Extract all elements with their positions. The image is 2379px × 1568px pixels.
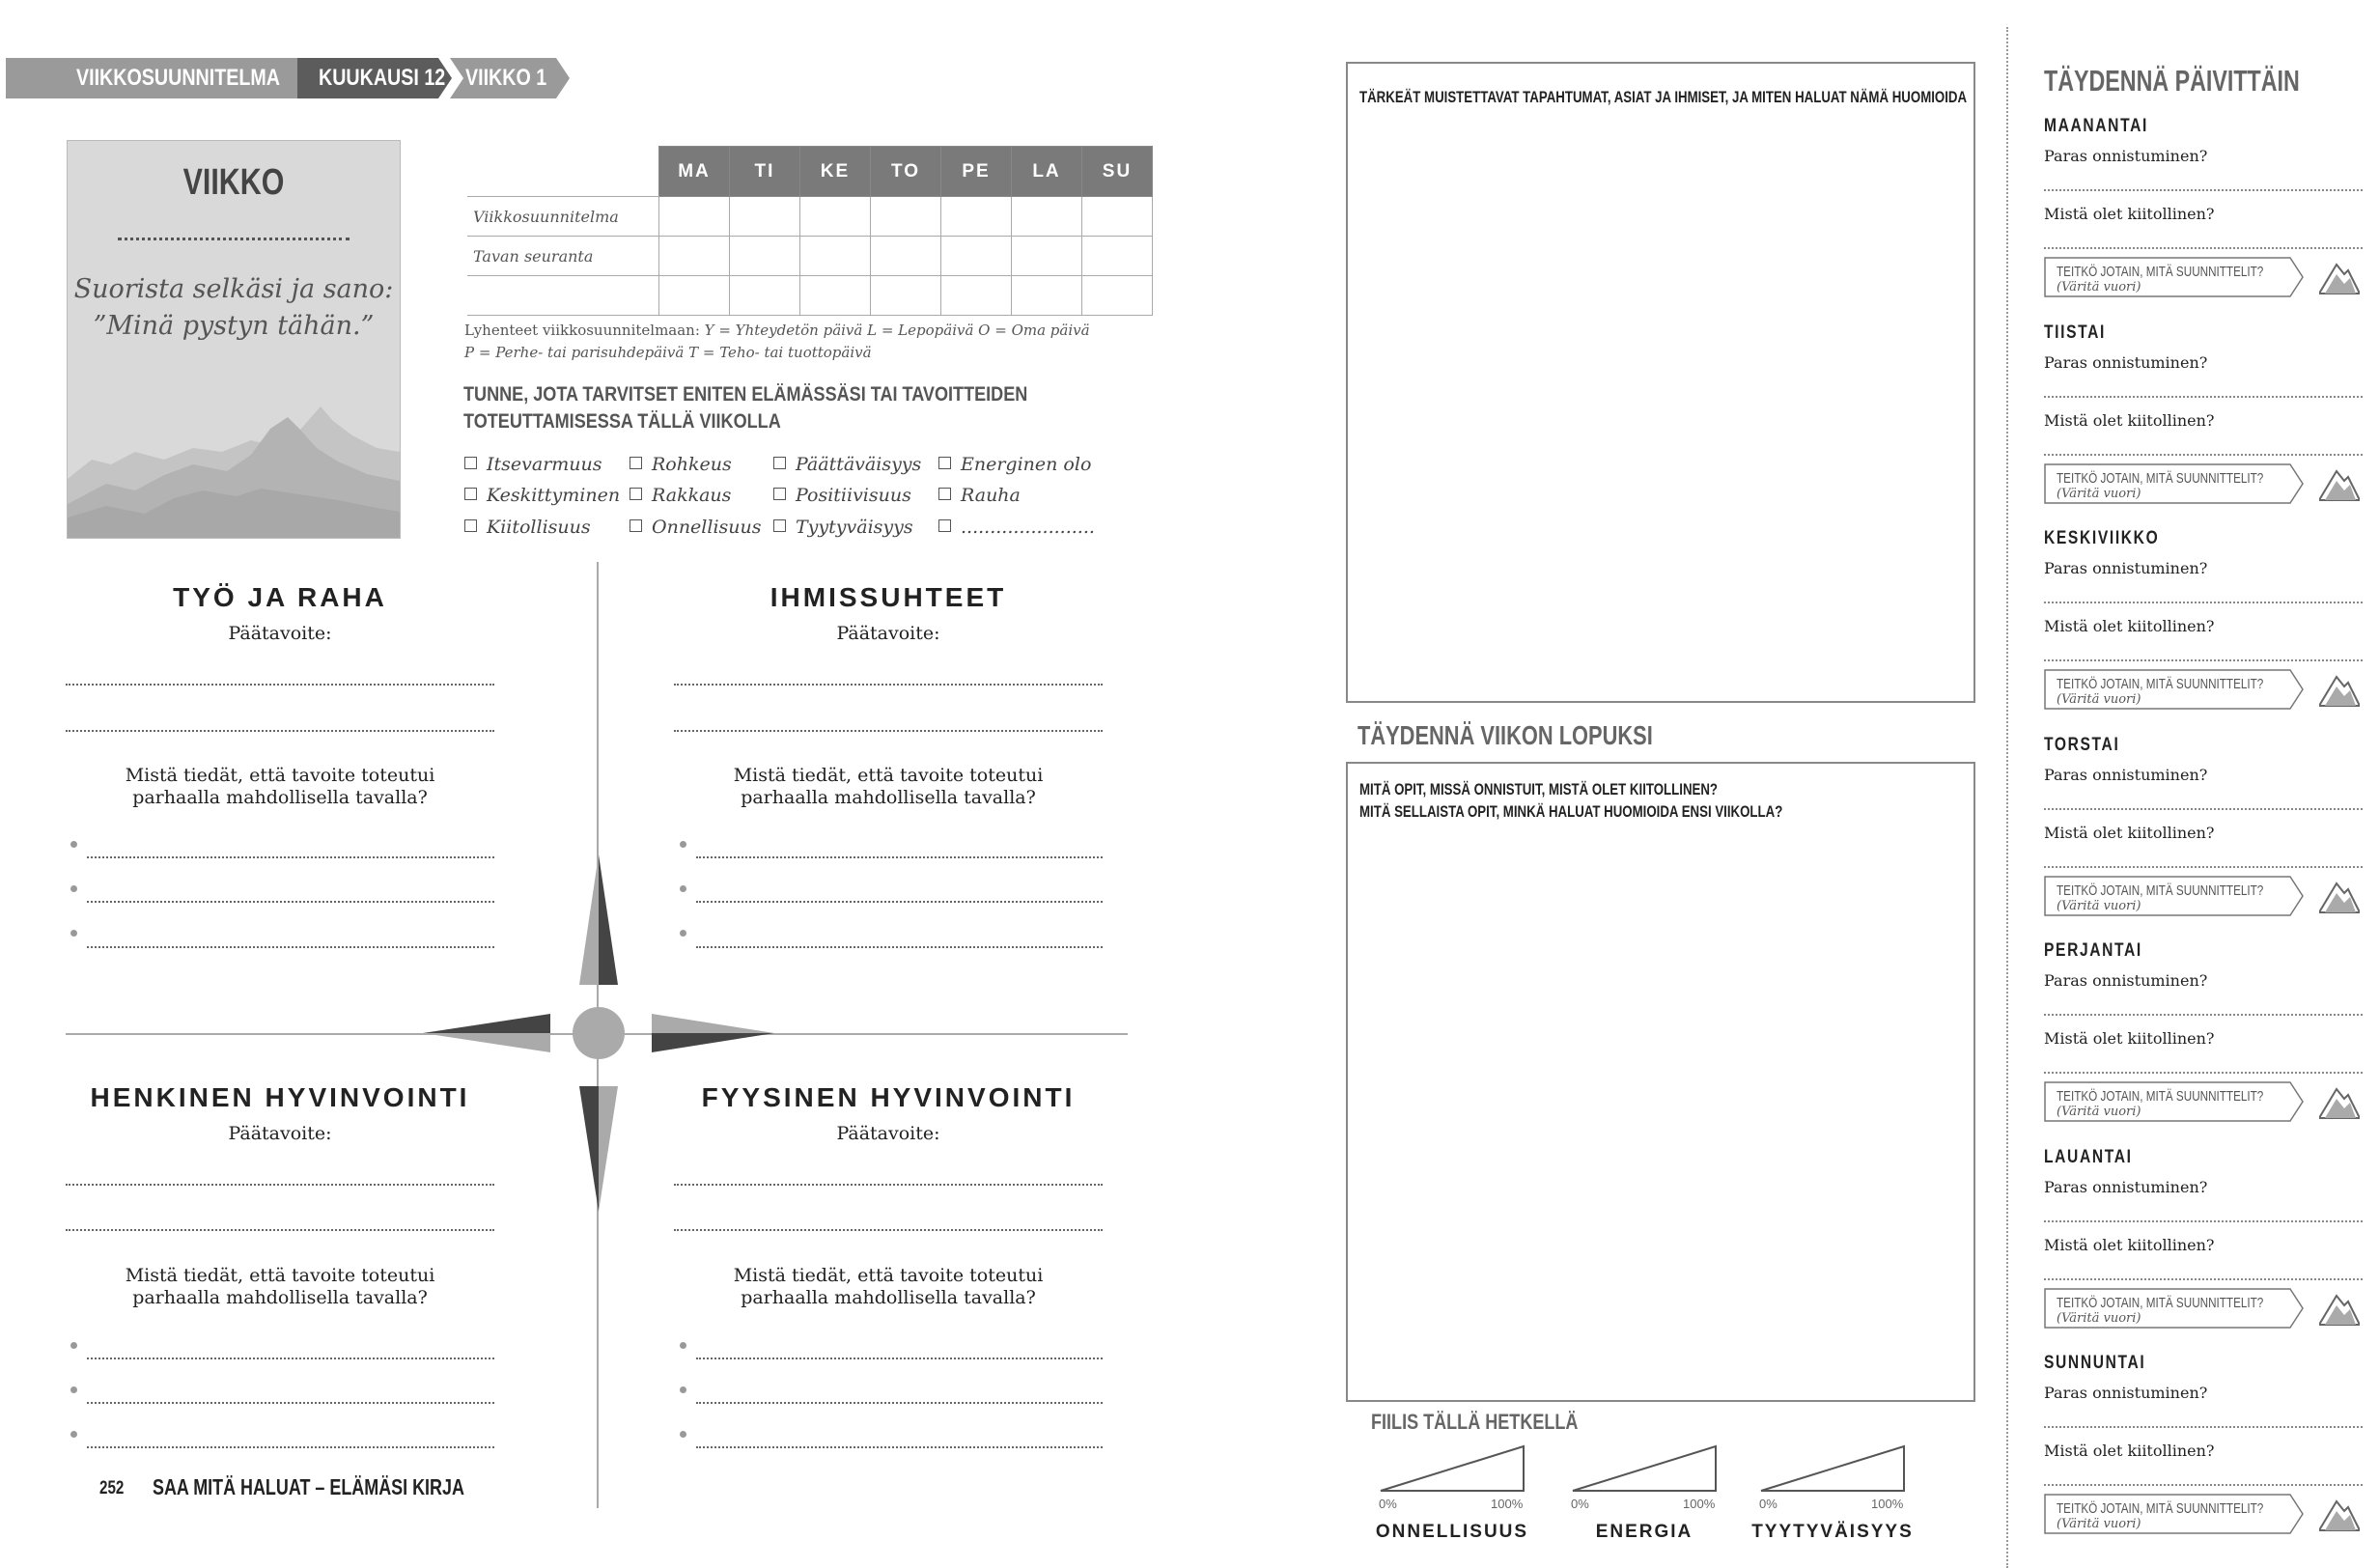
answer-input-line[interactable] xyxy=(87,1402,494,1404)
mood-heading: FIILIS TÄLLÄ HETKELLÄ xyxy=(1371,1410,1579,1434)
best-achievement-input-line[interactable] xyxy=(2044,602,2363,603)
checkbox-icon[interactable] xyxy=(773,457,786,469)
goal-input-line[interactable] xyxy=(66,684,494,686)
bullet-icon xyxy=(680,841,686,848)
checkbox-icon[interactable] xyxy=(630,457,642,469)
answer-input-line[interactable] xyxy=(696,1402,1103,1404)
gauge-label-happiness: ONNELLISUUS xyxy=(1375,1522,1529,1542)
day-heading: MAANANTAI xyxy=(2044,116,2148,136)
bullet-icon xyxy=(680,1386,686,1393)
abbreviation-line2: P = Perhe- tai parisuhdepäivä T = Teho- tai tuottopäivä xyxy=(464,344,872,361)
mountain-icon[interactable] xyxy=(2319,1292,2360,1327)
bullet-icon xyxy=(680,930,686,937)
mountain-icon[interactable] xyxy=(2319,261,2360,295)
day-header-la: LA xyxy=(1012,147,1082,197)
table-cell[interactable] xyxy=(659,197,730,237)
section-question: Mistä tiedät, että tavoite toteutui parhaalla mahdollisella tavalla? xyxy=(733,765,1044,808)
abbreviation-prefix: Lyhenteet viikkosuunnitelmaan: xyxy=(464,322,705,339)
day-heading: TIISTAI xyxy=(2044,322,2106,343)
table-cell[interactable] xyxy=(659,276,730,316)
best-achievement-question: Paras onnistuminen? xyxy=(2044,971,2208,990)
gratitude-input-line[interactable] xyxy=(2044,1278,2363,1280)
best-achievement-input-line[interactable] xyxy=(2044,1220,2363,1222)
bullet-icon xyxy=(70,841,77,848)
table-cell[interactable] xyxy=(871,237,941,276)
table-cell[interactable] xyxy=(730,197,800,237)
section-goal-label: Päätavoite: xyxy=(836,1123,940,1144)
feeling-heading-line2: TOTEUTTAMISESSA TÄLLÄ VIIKOLLA xyxy=(463,410,781,433)
header-banner xyxy=(6,58,566,98)
answer-input-line[interactable] xyxy=(87,901,494,903)
week-tracker-table xyxy=(467,146,1153,316)
best-achievement-input-line[interactable] xyxy=(2044,396,2363,398)
checkbox-icon[interactable] xyxy=(464,519,477,532)
feeling-option[interactable]: Energinen olo xyxy=(938,454,1091,475)
answer-input-line[interactable] xyxy=(87,1446,494,1448)
gratitude-question: Mistä olet kiitollinen? xyxy=(2044,1029,2215,1048)
feeling-option[interactable]: Rauha xyxy=(938,485,1021,506)
checkbox-icon[interactable] xyxy=(464,488,477,500)
did-plan-text: TEITKÖ JOTAIN, MITÄ SUUNNITTELIT? (Väritä vuori) xyxy=(2057,264,2264,294)
gratitude-input-line[interactable] xyxy=(2044,659,2363,661)
gratitude-question: Mistä olet kiitollinen? xyxy=(2044,1442,2215,1460)
weekend-reflection-box[interactable] xyxy=(1346,762,1975,1402)
answer-input-line[interactable] xyxy=(696,856,1103,858)
section-title-mental-wellbeing: HENKINEN HYVINVOINTI xyxy=(90,1082,470,1112)
day-header-ma: MA xyxy=(659,147,730,197)
checkbox-icon[interactable] xyxy=(630,488,642,500)
mood-gauge-satisfaction[interactable] xyxy=(1759,1444,1906,1493)
gratitude-input-line[interactable] xyxy=(2044,866,2363,868)
weekend-prompt: MITÄ OPIT, MISSÄ ONNISTUIT, MISTÄ OLET KIITOLLINEN? MITÄ SELLAISTA OPIT, MINKÄ HALUAT HUOMIOIDA ENSI VIIKOLLA? xyxy=(1359,780,1783,821)
checkbox-icon[interactable] xyxy=(630,519,642,532)
week-quote-line1: Suorista selkäsi ja sano: xyxy=(73,274,394,304)
table-row xyxy=(467,237,1153,276)
page-number: 252 xyxy=(99,1478,125,1498)
header-month-label: KUUKAUSI 12 xyxy=(319,65,446,91)
section-title-physical-wellbeing: FYYSINEN HYVINVOINTI xyxy=(701,1082,1076,1112)
gauge-min-label: 0% xyxy=(1571,1497,1589,1511)
week-motto-box xyxy=(67,140,401,539)
goal-input-line[interactable] xyxy=(66,1229,494,1231)
section-question: Mistä tiedät, että tavoite toteutui parhaalla mahdollisella tavalla? xyxy=(733,1265,1044,1308)
feeling-option[interactable]: Positiivisuus xyxy=(773,485,911,506)
table-cell[interactable] xyxy=(800,237,871,276)
checkbox-icon[interactable] xyxy=(773,488,786,500)
goal-input-line[interactable] xyxy=(674,1184,1103,1186)
important-notes-label: TÄRKEÄT MUISTETTAVAT TAPAHTUMAT, ASIAT JA IHMISET, JA MITEN HALUAT NÄMÄ HUOMIOIDA xyxy=(1359,88,1968,106)
answer-input-line[interactable] xyxy=(87,946,494,948)
compass-icon xyxy=(406,840,792,1226)
feeling-option[interactable]: Itsevarmuus xyxy=(464,454,602,475)
table-cell[interactable] xyxy=(871,197,941,237)
best-achievement-question: Paras onnistuminen? xyxy=(2044,1384,2208,1402)
bullet-icon xyxy=(680,1342,686,1349)
week-table-header-row xyxy=(467,147,1153,197)
day-heading: LAUANTAI xyxy=(2044,1146,2133,1167)
gauge-max-label: 100% xyxy=(1871,1497,1904,1511)
important-notes-box[interactable] xyxy=(1346,62,1975,703)
best-achievement-question: Paras onnistuminen? xyxy=(2044,147,2208,165)
abbreviation-legend xyxy=(464,320,1090,364)
table-row xyxy=(467,276,1153,316)
section-goal-label: Päätavoite: xyxy=(228,1123,332,1144)
day-header-ti: TI xyxy=(730,147,800,197)
gratitude-input-line[interactable] xyxy=(2044,1072,2363,1074)
did-plan-text: TEITKÖ JOTAIN, MITÄ SUUNNITTELIT? (Väritä vuori) xyxy=(2057,469,2264,501)
goal-input-line[interactable] xyxy=(674,1229,1103,1231)
mountain-icon[interactable] xyxy=(2319,467,2360,502)
day-header-to: TO xyxy=(871,147,941,197)
gauge-max-label: 100% xyxy=(1491,1497,1524,1511)
did-plan-text: TEITKÖ JOTAIN, MITÄ SUUNNITTELIT? (Väritä vuori) xyxy=(2057,1088,2264,1119)
did-plan-text: TEITKÖ JOTAIN, MITÄ SUUNNITTELIT? (Väritä vuori) xyxy=(2057,882,2264,913)
feeling-option[interactable]: Tyytyväisyys xyxy=(773,517,913,538)
feeling-option[interactable]: Rohkeus xyxy=(630,454,732,475)
goal-input-line[interactable] xyxy=(66,730,494,732)
answer-input-line[interactable] xyxy=(696,946,1103,948)
row-label-habit: Tavan seuranta xyxy=(467,237,659,276)
answer-input-line[interactable] xyxy=(696,1446,1103,1448)
table-cell[interactable] xyxy=(1012,276,1082,316)
mood-gauge-energy[interactable] xyxy=(1571,1444,1718,1493)
answer-input-line[interactable] xyxy=(696,901,1103,903)
mountain-icon[interactable] xyxy=(2319,673,2360,708)
bullet-icon xyxy=(70,885,77,892)
checkbox-icon[interactable] xyxy=(464,457,477,469)
mountain-icon[interactable] xyxy=(2319,1498,2360,1532)
goal-input-line[interactable] xyxy=(674,730,1103,732)
gauge-min-label: 0% xyxy=(1379,1497,1397,1511)
mountain-icon[interactable] xyxy=(2319,880,2360,914)
bullet-icon xyxy=(70,1386,77,1393)
table-cell[interactable] xyxy=(1082,276,1153,316)
bullet-icon xyxy=(70,1431,77,1438)
day-heading: SUNNUNTAI xyxy=(2044,1353,2146,1373)
feeling-option[interactable]: Päättäväisyys xyxy=(773,454,921,475)
day-header-pe: PE xyxy=(941,147,1012,197)
bullet-icon xyxy=(70,1342,77,1349)
gauge-min-label: 0% xyxy=(1759,1497,1777,1511)
best-achievement-question: Paras onnistuminen? xyxy=(2044,559,2208,577)
book-title: SAA MITÄ HALUAT – ELÄMÄSI KIRJA xyxy=(153,1474,464,1499)
gratitude-question: Mistä olet kiitollinen? xyxy=(2044,617,2215,635)
best-achievement-input-line[interactable] xyxy=(2044,1426,2363,1428)
answer-input-line[interactable] xyxy=(87,856,494,858)
did-plan-text: TEITKÖ JOTAIN, MITÄ SUUNNITTELIT? (Väritä vuori) xyxy=(2057,1500,2264,1531)
section-goal-label: Päätavoite: xyxy=(836,623,940,644)
table-cell[interactable] xyxy=(941,197,1012,237)
feeling-option[interactable]: Keskittyminen xyxy=(464,485,620,506)
checkbox-icon[interactable] xyxy=(938,457,951,469)
section-title-work-money: TYÖ JA RAHA xyxy=(173,582,387,612)
column-divider xyxy=(2006,27,2008,1568)
feeling-heading-line1: TUNNE, JOTA TARVITSET ENITEN ELÄMÄSSÄSI TAI TAVOITTEIDEN xyxy=(463,383,1028,406)
did-plan-text: TEITKÖ JOTAIN, MITÄ SUUNNITTELIT? (Väritä vuori) xyxy=(2057,676,2264,707)
checkbox-icon[interactable] xyxy=(938,519,951,532)
section-question: Mistä tiedät, että tavoite toteutui parhaalla mahdollisella tavalla? xyxy=(125,765,435,808)
section-goal-label: Päätavoite: xyxy=(228,623,332,644)
gauge-max-label: 100% xyxy=(1683,1497,1716,1511)
weekend-heading: TÄYDENNÄ VIIKON LOPUKSI xyxy=(1357,720,1653,750)
table-cell[interactable] xyxy=(659,237,730,276)
answer-input-line[interactable] xyxy=(87,1358,494,1359)
gauge-label-satisfaction: TYYTYVÄISYYS xyxy=(1751,1522,1914,1542)
table-cell[interactable] xyxy=(1012,237,1082,276)
table-cell[interactable] xyxy=(800,197,871,237)
feeling-option[interactable]: Onnellisuus xyxy=(630,517,762,538)
table-cell[interactable] xyxy=(730,237,800,276)
gratitude-question: Mistä olet kiitollinen? xyxy=(2044,410,2215,430)
bullet-icon xyxy=(680,885,686,892)
day-heading: KESKIVIIKKO xyxy=(2044,528,2160,548)
mountains-illustration xyxy=(68,141,400,538)
week-box-title: VIIKKO xyxy=(182,162,285,203)
best-achievement-question: Paras onnistuminen? xyxy=(2044,765,2208,784)
gratitude-input-line[interactable] xyxy=(2044,247,2363,249)
section-question: Mistä tiedät, että tavoite toteutui parhaalla mahdollisella tavalla? xyxy=(125,1265,435,1308)
checkbox-icon[interactable] xyxy=(773,519,786,532)
week-quote-line2: ”Minä pystyn tähän.” xyxy=(93,311,375,341)
header-plan-label: VIIKKOSUUNNITELMA xyxy=(76,65,281,91)
bullet-icon xyxy=(680,1431,686,1438)
bullet-icon xyxy=(70,930,77,937)
gratitude-question: Mistä olet kiitollinen? xyxy=(2044,205,2215,223)
gratitude-input-line[interactable] xyxy=(2044,454,2363,456)
day-heading: TORSTAI xyxy=(2044,734,2120,755)
answer-input-line[interactable] xyxy=(696,1358,1103,1359)
row-label-custom[interactable] xyxy=(467,276,659,316)
table-cell[interactable] xyxy=(871,276,941,316)
row-label-plan: Viikkosuunnitelma xyxy=(467,197,659,237)
header-week-label: VIIKKO 1 xyxy=(465,65,547,91)
gratitude-input-line[interactable] xyxy=(2044,1484,2363,1486)
day-header-su: SU xyxy=(1082,147,1153,197)
table-cell[interactable] xyxy=(800,276,871,316)
feeling-heading xyxy=(463,381,1119,435)
mountain-icon[interactable] xyxy=(2319,1085,2360,1120)
did-plan-text: TEITKÖ JOTAIN, MITÄ SUUNNITTELIT? (Väritä vuori) xyxy=(2057,1294,2264,1326)
feeling-option-custom[interactable]: ....................... xyxy=(938,517,1095,538)
gauge-label-energy: ENERGIA xyxy=(1595,1522,1693,1542)
checkbox-icon[interactable] xyxy=(938,488,951,500)
day-header-ke: KE xyxy=(800,147,871,197)
gratitude-question: Mistä olet kiitollinen? xyxy=(2044,823,2215,842)
feeling-option[interactable]: Kiitollisuus xyxy=(464,517,591,538)
mood-gauge-happiness[interactable] xyxy=(1379,1444,1525,1493)
table-cell[interactable] xyxy=(1082,197,1153,237)
table-cell[interactable] xyxy=(941,276,1012,316)
best-achievement-question: Paras onnistuminen? xyxy=(2044,1177,2208,1196)
table-cell[interactable] xyxy=(1082,237,1153,276)
goal-input-line[interactable] xyxy=(674,684,1103,686)
table-cell[interactable] xyxy=(1012,197,1082,237)
gratitude-question: Mistä olet kiitollinen? xyxy=(2044,1235,2215,1254)
table-row xyxy=(467,197,1153,237)
best-achievement-input-line[interactable] xyxy=(2044,1014,2363,1016)
goal-input-line[interactable] xyxy=(66,1184,494,1186)
table-cell[interactable] xyxy=(941,237,1012,276)
best-achievement-question: Paras onnistuminen? xyxy=(2044,352,2208,372)
abbreviation-line1: Y = Yhteydetön päivä L = Lepopäivä O = Oma päivä xyxy=(704,322,1090,339)
table-cell[interactable] xyxy=(730,276,800,316)
section-title-relationships: IHMISSUHTEET xyxy=(770,582,1007,612)
best-achievement-input-line[interactable] xyxy=(2044,808,2363,810)
day-heading: PERJANTAI xyxy=(2044,940,2142,961)
best-achievement-input-line[interactable] xyxy=(2044,189,2363,191)
daily-heading: TÄYDENNÄ PÄIVITTÄIN xyxy=(2044,64,2300,98)
feeling-option[interactable]: Rakkaus xyxy=(630,485,731,506)
